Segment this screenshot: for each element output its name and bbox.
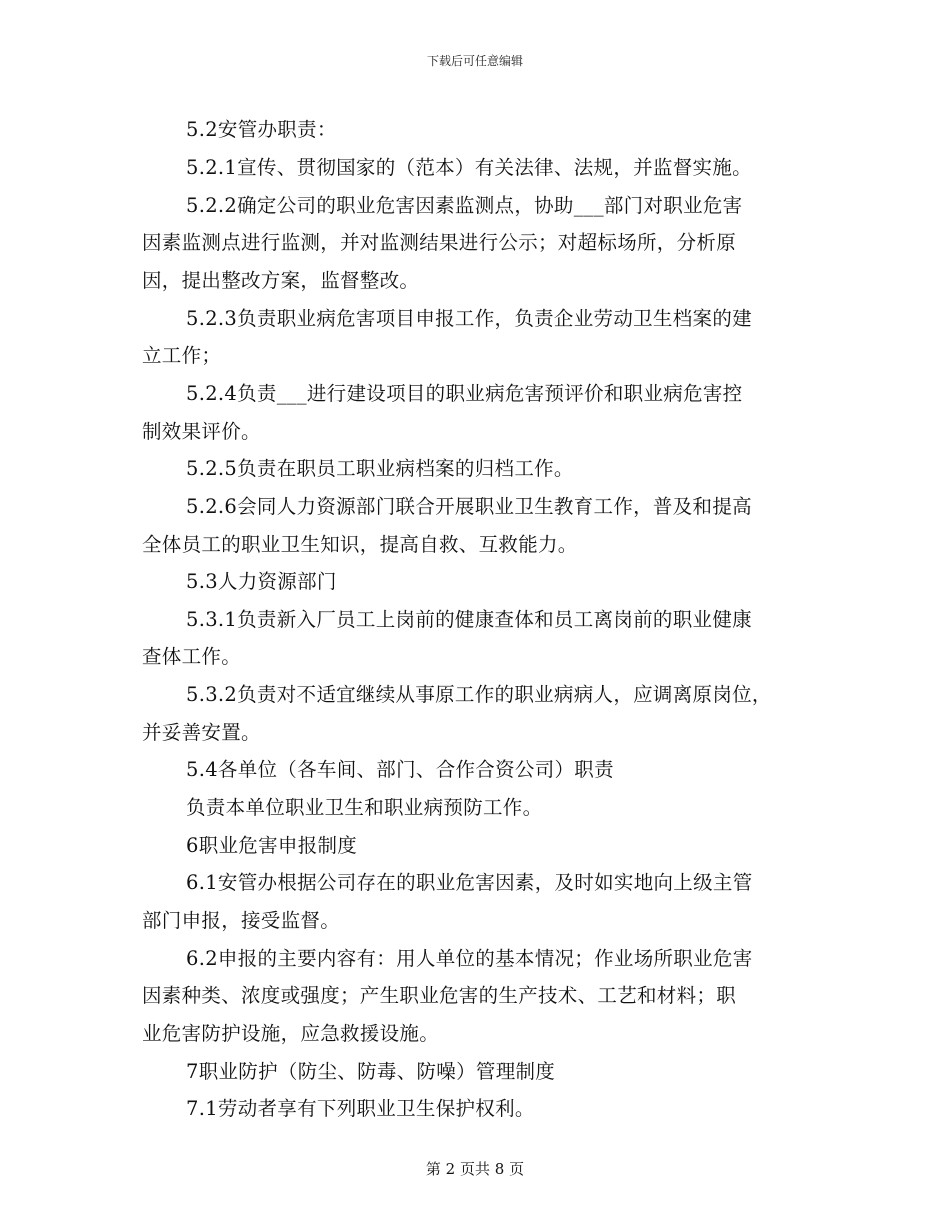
text-line: 7职业防护（防尘、防毒、防噪）管理制度 (186, 1060, 556, 1083)
page-header: 下载后可任意编辑 (426, 54, 523, 68)
text-line: 5.2.5负责在职员工职业病档案的归档工作。 (186, 457, 574, 480)
text-line: 5.2.2确定公司的职业危害因素监测点，协助___部门对职业危害 (186, 194, 743, 217)
text-line: 5.2安管办职责： (186, 118, 337, 141)
text-line: 因素监测点进行监测，并对监测结果进行公示；对超标场所，分析原 (142, 231, 737, 254)
text-line: 5.3.2负责对不适宜继续从事原工作的职业病病人，应调离原岗位， (186, 683, 772, 706)
text-line: 因，提出整改方案，监督整改。 (142, 269, 420, 292)
text-line: 5.2.1宣传、贯彻国家的（范本）有关法律、法规，并监督实施。 (186, 156, 752, 179)
text-line: 5.2.6会同人力资源部门联合开展职业卫生教育工作，普及和提高 (186, 495, 752, 518)
text-line: 5.3人力资源部门 (186, 570, 337, 593)
text-line: 全体员工的职业卫生知识，提高自救、互救能力。 (142, 533, 578, 556)
text-line: 业危害防护设施，应急救援设施。 (142, 1022, 440, 1045)
text-line: 制效果评价。 (142, 420, 261, 443)
text-line: 6职业危害申报制度 (186, 834, 358, 857)
text-line: 查体工作。 (142, 645, 242, 668)
text-line: 并妥善安置。 (142, 721, 261, 744)
text-line: 6.1安管办根据公司存在的职业危害因素，及时如实地向上级主管 (186, 871, 753, 894)
text-line: 5.2.3负责职业病危害项目申报工作，负责企业劳动卫生档案的建 (186, 307, 752, 330)
text-line: 5.4各单位（各车间、部门、合作合资公司）职责 (186, 758, 614, 781)
page-number: 第 2 页共 8 页 (425, 1160, 525, 1178)
text-line: 负责本单位职业卫生和职业病预防工作。 (186, 796, 543, 819)
text-line: 因素种类、浓度或强度；产生职业危害的生产技术、工艺和材料；职 (142, 984, 737, 1007)
text-line: 5.2.4负责___进行建设项目的职业病危害预评价和职业病危害控 (186, 382, 743, 405)
text-line: 立工作； (142, 344, 222, 367)
text-line: 部门申报，接受监督。 (142, 909, 341, 932)
text-line: 5.3.1负责新入厂员工上岗前的健康查体和员工离岗前的职业健康 (186, 608, 752, 631)
text-line: 6.2申报的主要内容有：用人单位的基本情况；作业场所职业危害 (186, 947, 753, 970)
text-line: 7.1劳动者享有下列职业卫生保护权利。 (186, 1097, 535, 1120)
